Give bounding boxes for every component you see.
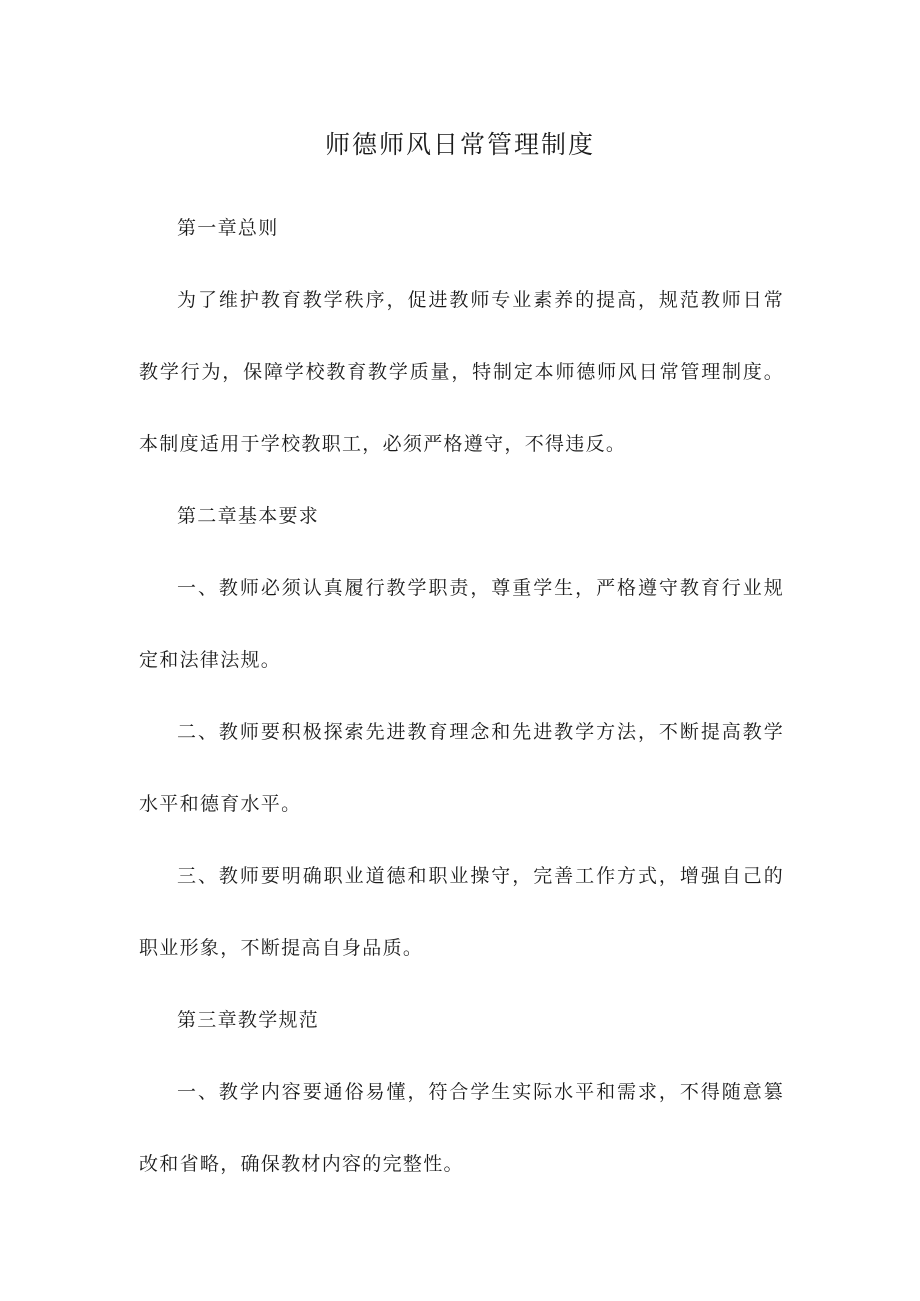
document-body bbox=[139, 192, 784, 1200]
paragraph-requirement-1: 一、教师必须认真履行教学职责，尊重学生，严格遵守教育行业规定和法律法规。 bbox=[139, 577, 784, 671]
chapter-heading-general: 第一章总则 bbox=[177, 217, 279, 239]
paragraph-purpose: 为了维护教育教学秩序，促进教师专业素养的提高，规范教师日常教学行为，保障学校教育教学质量，特制定本师德师风日常管理制度。本制度适用于学校教职工，必须严格遵守，不得违反。 bbox=[139, 289, 784, 455]
document-title: 师德师风日常管理制度 bbox=[324, 130, 595, 159]
paragraph-requirement-3: 三、教师要明确职业道德和职业操守，完善工作方式，增强自己的职业形象，不断提高自身品质。 bbox=[139, 865, 784, 959]
chapter-heading-basic-requirements: 第二章基本要求 bbox=[177, 505, 320, 527]
paragraph-requirement-2: 二、教师要积极探索先进教育理念和先进教学方法，不断提高教学水平和德育水平。 bbox=[139, 721, 784, 815]
chapter-heading-teaching-norms: 第三章教学规范 bbox=[177, 1009, 320, 1031]
paragraph-norm-1: 一、教学内容要通俗易懂，符合学生实际水平和需求，不得随意篡改和省略，确保教材内容的完整性。 bbox=[139, 1081, 784, 1175]
